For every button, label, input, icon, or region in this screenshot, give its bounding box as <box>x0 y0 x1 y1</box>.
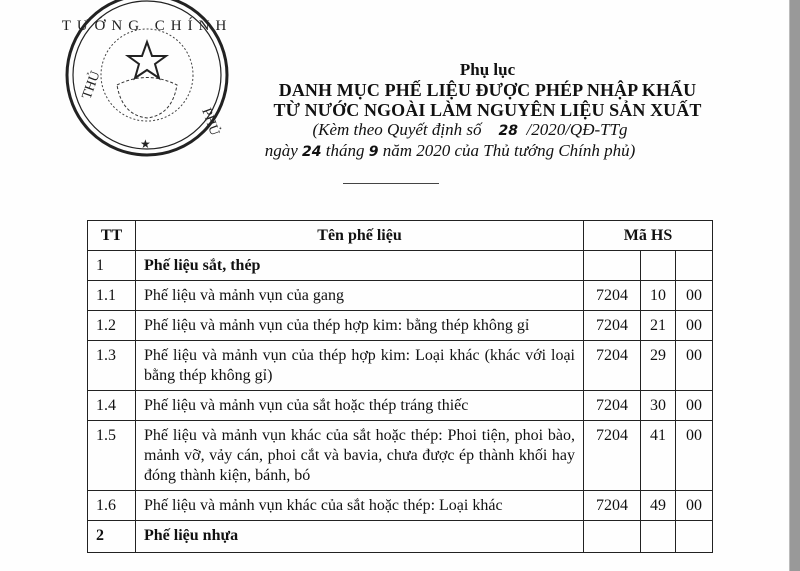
scrap-list-table <box>87 220 713 553</box>
month-value: 9 <box>368 144 379 160</box>
svg-text:THỦ: THỦ <box>79 69 104 102</box>
table-row: 1 Phế liệu sắt, thép <box>88 251 713 281</box>
viewer-side-panel <box>789 0 800 571</box>
header-tt: TT <box>88 221 136 251</box>
day-value: 24 <box>302 144 322 160</box>
title-line-2: TỪ NƯỚC NGOÀI LÀM NGUYÊN LIỆU SẢN XUẤT <box>273 100 702 120</box>
table-row: 1.1 Phế liệu và mảnh vụn của gang 7204 10 00 <box>88 281 713 311</box>
date-line: ngày 24 tháng 9 năm 2020 của Thủ tướng Chính phủ) <box>264 141 636 160</box>
title-line-1: DANH MỤC PHẾ LIỆU ĐƯỢC PHÉP NHẬP KHẨU <box>278 80 697 100</box>
appendix-label: Phụ lục <box>459 60 516 79</box>
header-name: Tên phế liệu <box>136 221 584 251</box>
svg-text:PHỦ: PHỦ <box>198 106 222 138</box>
table-row: 1.2 Phế liệu và mảnh vụn của thép hợp kim: bằng thép không gỉ 7204 21 00 <box>88 311 713 341</box>
decision-number: 28 <box>498 123 518 139</box>
decision-line: (Kèm theo Quyết định số 28 /2020/QĐ-TTg <box>312 120 628 139</box>
table-row: 1.3 Phế liệu và mảnh vụn của thép hợp kim: Loại khác (khác với loại bằng thép không gỉ) 7204 29 00 <box>88 341 713 391</box>
document-header <box>160 60 720 162</box>
table-header-row <box>88 221 713 251</box>
header-code: Mã HS <box>584 221 713 251</box>
table-row: 2 Phế liệu nhựa <box>88 521 713 553</box>
header-divider <box>343 183 439 184</box>
svg-text:★: ★ <box>140 137 151 151</box>
table-row: 1.4 Phế liệu và mảnh vụn của sắt hoặc thép tráng thiếc 7204 30 00 <box>88 391 713 421</box>
table-row: 1.6 Phế liệu và mảnh vụn khác của sắt hoặc thép: Loại khác 7204 49 00 <box>88 491 713 521</box>
table-row: 1.5 Phế liệu và mảnh vụn khác của sắt hoặc thép: Phoi tiện, phoi bào, mảnh vỡ, vảy cán, phoi cắt và bavia, chưa được ép thành khối hay đóng thành kiện, bánh, bó 7204 41 00 <box>88 421 713 491</box>
svg-text:TƯỚNG CHÍNH: TƯỚNG CHÍNH <box>62 18 232 34</box>
